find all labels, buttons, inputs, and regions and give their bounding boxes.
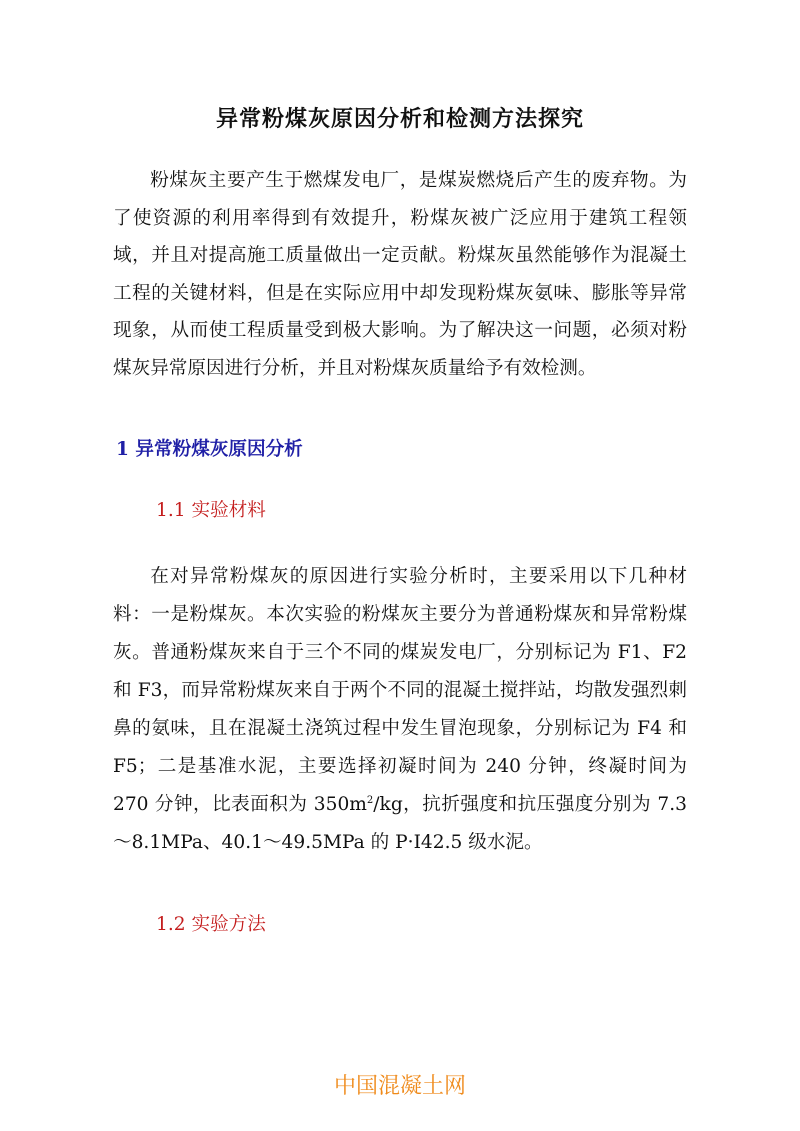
materials-paragraph (113, 558, 687, 862)
section-heading: 1 异常粉煤灰原因分析 (116, 439, 303, 460)
superscript-two: 2 (366, 794, 374, 806)
materials-text-main: 在对异常粉煤灰的原因进行实验分析时，主要采用以下几种材料：一是粉煤灰。本次实验的粉煤灰主要分为普通粉煤灰和异常粉煤灰。普通粉煤灰来自于三个不同的煤炭发电厂，分别标记为 F1、F2 和 F3，而异常粉煤灰来自于两个不同的混凝土搅拌站，均散发强烈刺鼻的氨味，且在混凝土浇筑过程中发生冒泡现象，分别标记为 F4 和 F5；二是基准水泥，主要选择初凝时间为 240 分钟，终凝时间为 270 分钟，比表面积为 350m (113, 566, 687, 815)
materials-text-end: /kg，抗折强度和抗压强度分别为 7.3～8.1MPa、40.1～49.5MPa 的 P·Ⅰ42.5 级水泥。 (113, 794, 687, 853)
footer-watermark: 中国混凝土网 (333, 1074, 466, 1099)
intro-paragraph: 粉煤灰主要产生于燃煤发电厂，是煤炭燃烧后产生的废弃物。为了使资源的利用率得到有效提升，粉煤灰被广泛应用于建筑工程领域，并且对提高施工质量做出一定贡献。粉煤灰虽然能够作为混凝土工程的关键材料，但是在实际应用中却发现粉煤灰氨味、膨胀等异常现象，从而使工程质量受到极大影响。为了解决这一问题，必须对粉煤灰异常原因进行分析，并且对粉煤灰质量给予有效检测。 (113, 170, 687, 379)
subsection-heading-methods: 1.2 实验方法 (156, 914, 266, 935)
document-title: 异常粉煤灰原因分析和检测方法探究 (215, 106, 584, 132)
subsection-heading-materials: 1.1 实验材料 (156, 500, 266, 521)
